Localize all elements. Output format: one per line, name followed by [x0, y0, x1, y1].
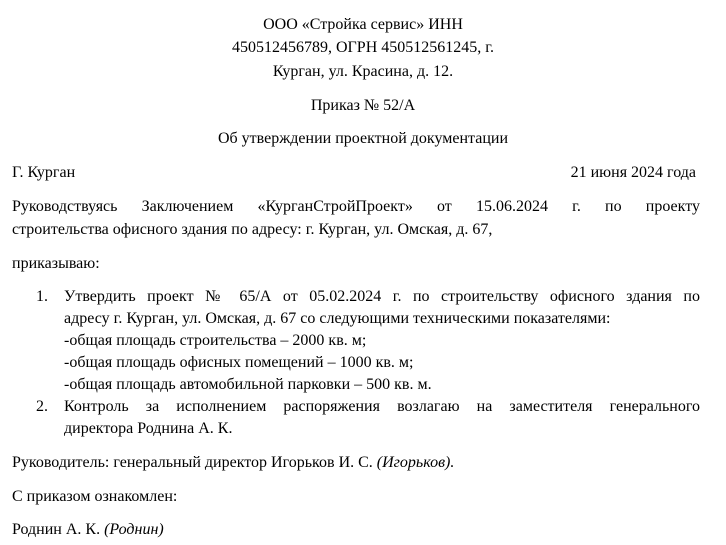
acquainted-line [12, 519, 164, 541]
list-item-number: 2. [36, 398, 48, 415]
list-item-number: 1. [36, 288, 48, 305]
order-subject: Об утверждении проектной документации [217, 130, 508, 147]
acquainted-name: Роднин А. К. [12, 521, 101, 538]
list-item-1-line-2: адресу г. Курган, ул. Омская, д. 67 со следующими техническими показателями: [64, 310, 611, 327]
order-date: 21 июня 2024 года [570, 164, 696, 181]
acquainted-handwritten: (Роднин) [104, 521, 164, 538]
preamble-line-1: Руководствуясь Заключением «КурганСтройПроект» от 15.06.2024 г. по проекту [12, 198, 700, 215]
acquainted-label: С приказом ознакомлен: [12, 488, 178, 505]
signature-text: Руководитель: генеральный директор Игорьков И. С. [12, 454, 373, 471]
company-header-line-2: 450512456789, ОГРН 450512561245, г. [231, 39, 494, 56]
list-subitem: -общая площадь офисных помещений – 1000 кв. м; [64, 354, 414, 371]
list-item-2-line-2: директора Роднина А. К. [64, 420, 233, 437]
preamble-line-2: строительства офисного здания по адресу: г. Курган, ул. Омская, д. 67, [12, 221, 493, 238]
order-word: приказываю: [12, 255, 100, 272]
list-subitem: -общая площадь строительства – 2000 кв. м; [64, 332, 367, 349]
list-subitem: -общая площадь автомобильной парковки – 500 кв. м. [64, 376, 432, 393]
signature-handwritten: (Игорьков). [376, 454, 455, 471]
list-item-1-line-1: Утвердить проект № 65/А от 05.02.2024 г. по строительству офисного здания по [64, 288, 700, 305]
order-title: Приказ № 52/А [310, 97, 416, 114]
signature-line [12, 452, 454, 474]
company-header-line-3: Курган, ул. Красина, д. 12. [272, 63, 454, 80]
list-item-2-line-1: Контроль за исполнением распоряжения возлагаю на заместителя генерального [64, 398, 700, 415]
company-header-line-1: ООО «Стройка сервис» ИНН [263, 16, 463, 33]
place: Г. Курган [12, 164, 76, 181]
